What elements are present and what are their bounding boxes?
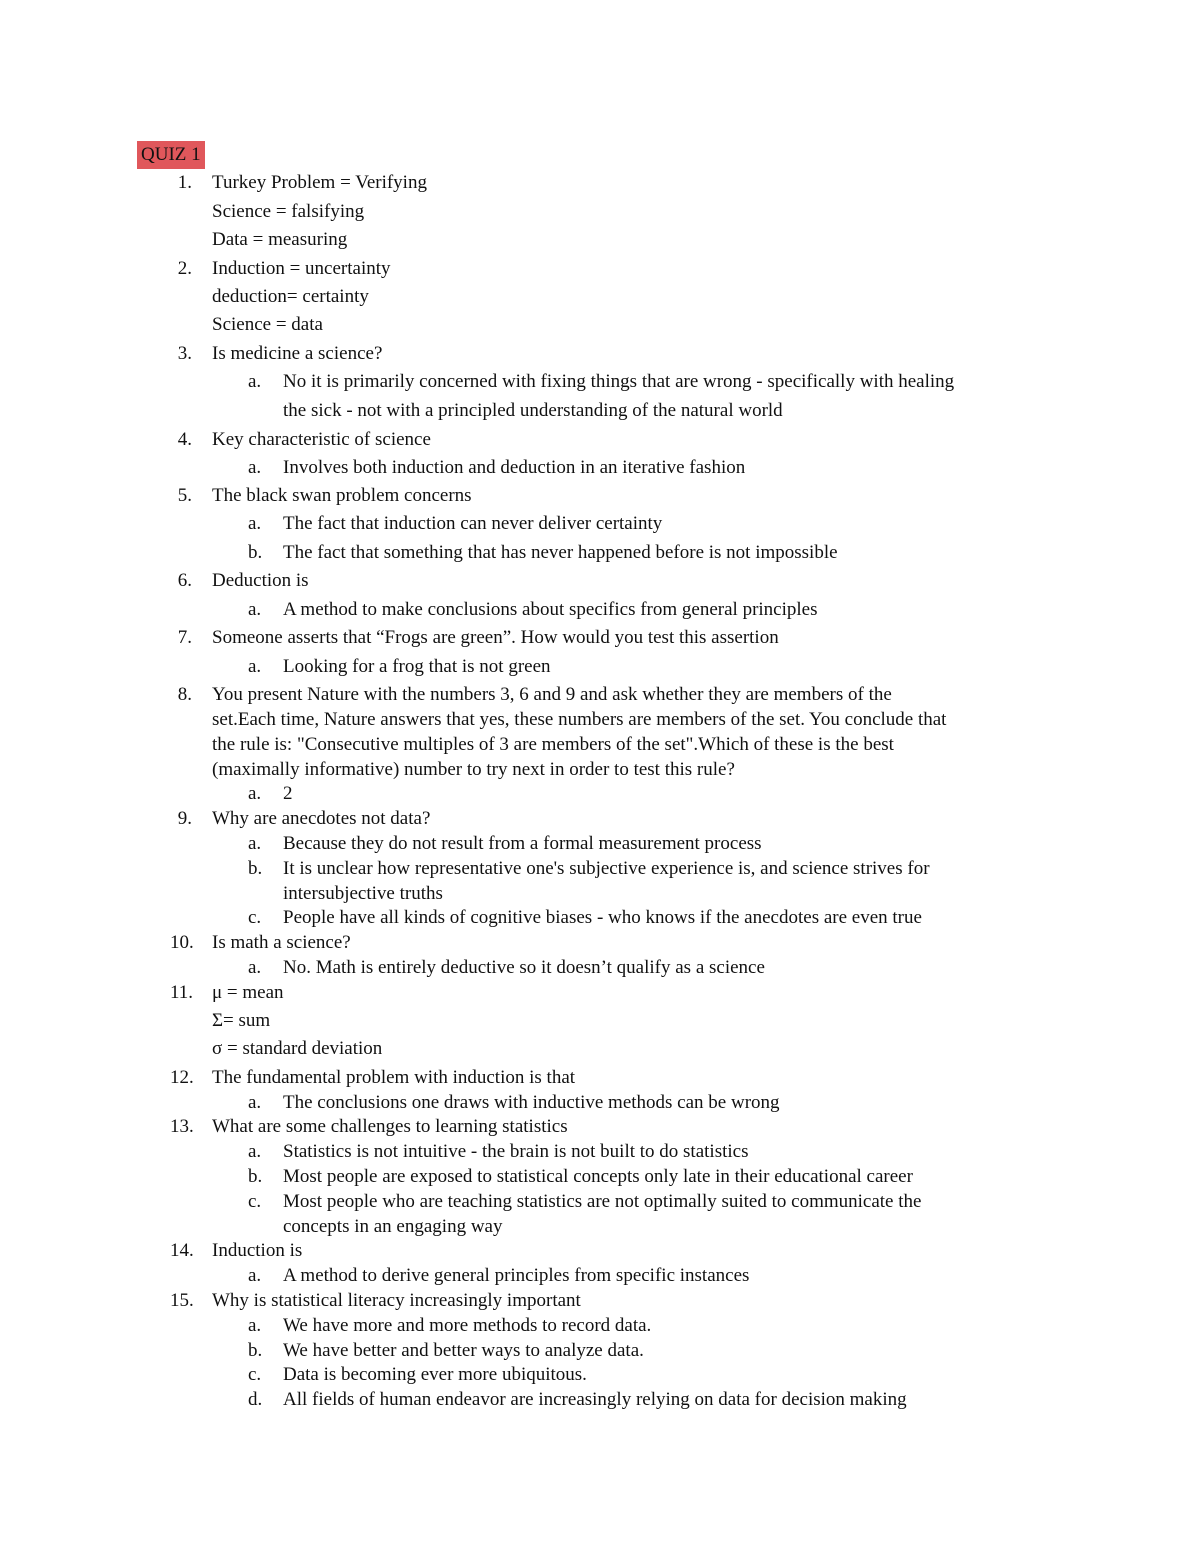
answer-text: intersubjective truths	[283, 883, 443, 904]
question-number: 3.	[177, 343, 192, 364]
answer-text: No. Math is entirely deductive so it doesn’t qualify as a science	[283, 957, 765, 978]
answer-text: Involves both induction and deduction in an iterative fashion	[283, 457, 746, 478]
answer-text: The fact that induction can never deliver certainty	[283, 513, 663, 534]
question-text: Data = measuring	[212, 229, 348, 250]
answer-text: concepts in an engaging way	[283, 1216, 503, 1237]
answer-text: All fields of human endeavor are increasingly relying on data for decision making	[283, 1389, 907, 1410]
question-number: 14.	[170, 1240, 194, 1261]
answer-text: A method to derive general principles from specific instances	[283, 1265, 750, 1286]
answer-text: Looking for a frog that is not green	[283, 656, 551, 677]
question-text: Σ= sum	[212, 1010, 271, 1031]
answer-letter: a.	[248, 1315, 262, 1336]
question-text: Induction = uncertainty	[212, 258, 391, 279]
question-number: 12.	[170, 1067, 194, 1088]
answer-text: People have all kinds of cognitive biases - who knows if the anecdotes are even true	[283, 907, 922, 928]
question-text: What are some challenges to learning statistics	[212, 1116, 568, 1137]
answer-text: Most people who are teaching statistics are not optimally suited to communicate the	[283, 1191, 922, 1212]
answer-letter: a.	[248, 1265, 262, 1286]
answer-letter: b.	[248, 858, 263, 879]
question-number: 8.	[177, 684, 192, 705]
answer-letter: a.	[248, 783, 262, 804]
answer-text: Data is becoming ever more ubiquitous.	[283, 1364, 587, 1385]
answer-text: A method to make conclusions about specifics from general principles	[283, 599, 818, 620]
question-number: 7.	[177, 627, 192, 648]
answer-text: Statistics is not intuitive - the brain is not built to do statistics	[283, 1141, 749, 1162]
question-number: 5.	[177, 485, 192, 506]
answer-letter: a.	[248, 513, 262, 534]
question-text: Is math a science?	[212, 932, 351, 953]
question-text: deduction= certainty	[212, 286, 369, 307]
question-text: Turkey Problem = Verifying	[212, 172, 427, 193]
answer-text: We have more and more methods to record data.	[283, 1315, 652, 1336]
answer-text: Most people are exposed to statistical concepts only late in their educational career	[283, 1166, 913, 1187]
answer-letter: a.	[248, 833, 262, 854]
answer-letter: a.	[248, 599, 262, 620]
question-text: You present Nature with the numbers 3, 6 and 9 and ask whether they are members of the	[212, 684, 892, 705]
question-text: Why is statistical literacy increasingly important	[212, 1290, 581, 1311]
answer-letter: b.	[248, 1340, 263, 1361]
question-number: 15.	[170, 1290, 194, 1311]
answer-letter: a.	[248, 1092, 262, 1113]
answer-letter: c.	[248, 1191, 262, 1212]
question-text: The black swan problem concerns	[212, 485, 472, 506]
answer-letter: a.	[248, 457, 262, 478]
question-text: Science = falsifying	[212, 201, 365, 222]
answer-letter: c.	[248, 1364, 262, 1385]
answer-text: We have better and better ways to analyze data.	[283, 1340, 644, 1361]
question-text: Why are anecdotes not data?	[212, 808, 431, 829]
question-number: 4.	[177, 429, 192, 450]
answer-letter: a.	[248, 1141, 262, 1162]
answer-text: Because they do not result from a formal measurement process	[283, 833, 762, 854]
question-text: (maximally informative) number to try next in order to test this rule?	[212, 759, 735, 780]
question-number: 1.	[177, 172, 192, 193]
answer-letter: a.	[248, 371, 262, 392]
question-number: 9.	[177, 808, 192, 829]
question-text: Science = data	[212, 314, 323, 335]
question-text: Someone asserts that “Frogs are green”. How would you test this assertion	[212, 627, 779, 648]
answer-letter: c.	[248, 907, 262, 928]
question-text: Deduction is	[212, 570, 309, 591]
question-text: the rule is: "Consecutive multiples of 3 are members of the set".Which of these is the best	[212, 734, 894, 755]
question-text: Is medicine a science?	[212, 343, 383, 364]
answer-text: The conclusions one draws with inductive methods can be wrong	[283, 1092, 780, 1113]
question-text: Induction is	[212, 1240, 303, 1261]
question-text: Key characteristic of science	[212, 429, 431, 450]
answer-letter: d.	[248, 1389, 263, 1410]
question-text: The fundamental problem with induction is that	[212, 1067, 576, 1088]
question-number: 2.	[177, 258, 192, 279]
answer-text: the sick - not with a principled understanding of the natural world	[283, 400, 783, 421]
answer-letter: a.	[248, 957, 262, 978]
answer-letter: a.	[248, 656, 262, 677]
answer-text: 2	[283, 783, 293, 804]
question-number: 13.	[170, 1116, 194, 1137]
question-number: 10.	[170, 932, 194, 953]
question-number: 6.	[177, 570, 192, 591]
question-number: 11.	[170, 982, 194, 1003]
answer-text: No it is primarily concerned with fixing things that are wrong - specifically with healing	[283, 371, 955, 392]
answer-letter: b.	[248, 542, 263, 563]
answer-letter: b.	[248, 1166, 263, 1187]
answer-text: The fact that something that has never happened before is not impossible	[283, 542, 838, 563]
question-text: set.Each time, Nature answers that yes, these numbers are members of the set. You conclude that	[212, 709, 947, 730]
quiz-title: QUIZ 1	[137, 141, 205, 169]
question-text: σ = standard deviation	[212, 1038, 383, 1059]
answer-text: It is unclear how representative one's subjective experience is, and science strives for	[283, 858, 930, 879]
question-text: μ = mean	[212, 982, 284, 1003]
